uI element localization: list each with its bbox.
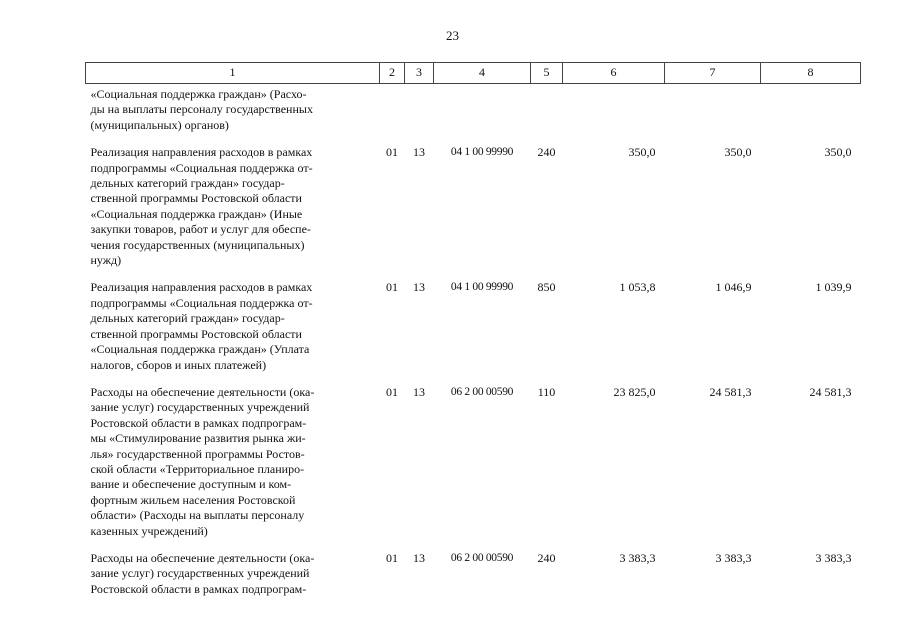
target-article-cell: 06 2 00 00590 (450, 385, 514, 398)
expense-type-cell (531, 84, 563, 134)
page-number: 23 (446, 28, 459, 43)
section-code-cell: 01 (386, 550, 398, 565)
expense-name-line: «Социальная поддержка граждан» (Иные (90, 206, 303, 221)
amount-year1-cell: 23 825,0 (613, 384, 656, 399)
target-article-cell: 06 2 00 00590 (450, 551, 514, 564)
header-cell: 2 (380, 63, 405, 84)
table-row (86, 268, 861, 372)
section-code-cell: 01 (386, 145, 398, 160)
expense-name-line: дельных категорий граждан» государ- (90, 176, 285, 191)
table-body (86, 84, 861, 598)
expense-name-line: «Социальная поддержка граждан» (Уплата (90, 342, 310, 357)
subsection-code-cell (405, 84, 434, 134)
subsection-code-cell: 13 (413, 384, 425, 399)
table-row (86, 84, 861, 134)
table-row (86, 373, 861, 539)
expense-name-line: Ростовской области в рамках подпрограм- (90, 581, 307, 596)
amount-year3-cell: 1 039,9 (815, 280, 852, 295)
amount-year3-cell (761, 84, 861, 134)
expense-type-cell: 850 (537, 280, 556, 295)
expense-name-line: Ростовской области в рамках подпрограм- (90, 415, 307, 430)
amount-year3-cell: 24 581,3 (809, 384, 852, 399)
expense-name-line: нужд) (90, 253, 122, 268)
amount-year3-cell: 3 383,3 (815, 550, 852, 565)
table-row (86, 133, 861, 268)
expense-name-line: ды на выплаты персоналу государственных (90, 102, 313, 117)
section-code-cell (380, 84, 405, 134)
amount-year1-cell: 1 053,8 (619, 280, 656, 295)
amount-year2-cell: 1 046,9 (715, 280, 752, 295)
expense-name-line: казенных учреждений) (90, 523, 208, 538)
expense-name-cell (86, 133, 380, 268)
amount-year2-cell: 3 383,3 (715, 550, 752, 565)
header-cell: 8 (761, 63, 861, 84)
expense-name-line: лья» государственной программы Ростов- (90, 446, 305, 461)
expense-name-line: мы «Стимулирование развития рынка жи- (90, 431, 306, 446)
header-cell: 5 (531, 63, 563, 84)
table-row (86, 539, 861, 597)
expense-name-line: Расходы на обеспечение деятельности (ока- (90, 384, 315, 399)
budget-table (85, 62, 861, 597)
target-article-cell (434, 84, 531, 134)
expense-name-cell (86, 268, 380, 372)
expense-name-line: Реализация направления расходов в рамках (90, 280, 313, 295)
expense-name-line: зание услуг) государственных учреждений (90, 400, 310, 415)
expense-name-line: чения государственных (муниципальных) (90, 237, 305, 252)
header-cell: 7 (665, 63, 761, 84)
expense-name-cell (86, 373, 380, 539)
header-cell: 4 (434, 63, 531, 84)
header-cell: 1 (86, 63, 380, 84)
expense-name-line: налогов, сборов и иных платежей) (90, 357, 267, 372)
amount-year1-cell: 3 383,3 (619, 550, 656, 565)
amount-year2-cell (665, 84, 761, 134)
expense-name-line: зание услуг) государственных учреждений (90, 566, 310, 581)
expense-name-line: вание и обеспечение доступным и ком- (90, 477, 292, 492)
expense-name-line: области» (Расходы на выплаты персоналу (90, 508, 305, 523)
header-cell: 3 (405, 63, 434, 84)
expense-type-cell: 240 (537, 550, 556, 565)
expense-name-line: подпрограммы «Социальная поддержка от- (90, 295, 313, 310)
expense-name-line: фортным жильем населения Ростовской (90, 492, 296, 507)
expense-name-line: Реализация направления расходов в рамках (90, 145, 313, 160)
target-article-cell: 04 1 00 99990 (450, 281, 514, 294)
expense-type-cell: 110 (537, 384, 556, 399)
amount-year2-cell: 24 581,3 (709, 384, 752, 399)
section-code-cell: 01 (386, 384, 398, 399)
amount-year2-cell: 350,0 (724, 145, 752, 160)
expense-name-line: закупки товаров, работ и услуг для обеспе- (90, 222, 311, 237)
amount-year1-cell: 350,0 (628, 145, 656, 160)
expense-name-line: подпрограммы «Социальная поддержка от- (90, 160, 313, 175)
expense-name-line: дельных категорий граждан» государ- (90, 311, 285, 326)
header-cell: 6 (563, 63, 665, 84)
amount-year3-cell: 350,0 (824, 145, 852, 160)
expense-name-line: ственной программы Ростовской области (90, 191, 302, 206)
expense-type-cell: 240 (537, 145, 556, 160)
expense-name-line: (муниципальных) органов) (90, 117, 229, 132)
expense-name-line: ской области «Территориальное планиро- (90, 461, 305, 476)
subsection-code-cell: 13 (413, 280, 425, 295)
subsection-code-cell: 13 (413, 145, 425, 160)
expense-name-line: ственной программы Ростовской области (90, 326, 302, 341)
amount-year1-cell (563, 84, 665, 134)
expense-name-line: Расходы на обеспечение деятельности (ока- (90, 550, 315, 565)
expense-name-cell (86, 539, 380, 597)
expense-name-cell (86, 84, 380, 134)
target-article-cell: 04 1 00 99990 (450, 146, 514, 159)
section-code-cell: 01 (386, 280, 398, 295)
table-header-row (86, 63, 861, 84)
subsection-code-cell: 13 (413, 550, 425, 565)
expense-name-line: «Социальная поддержка граждан» (Расхо- (90, 87, 307, 101)
